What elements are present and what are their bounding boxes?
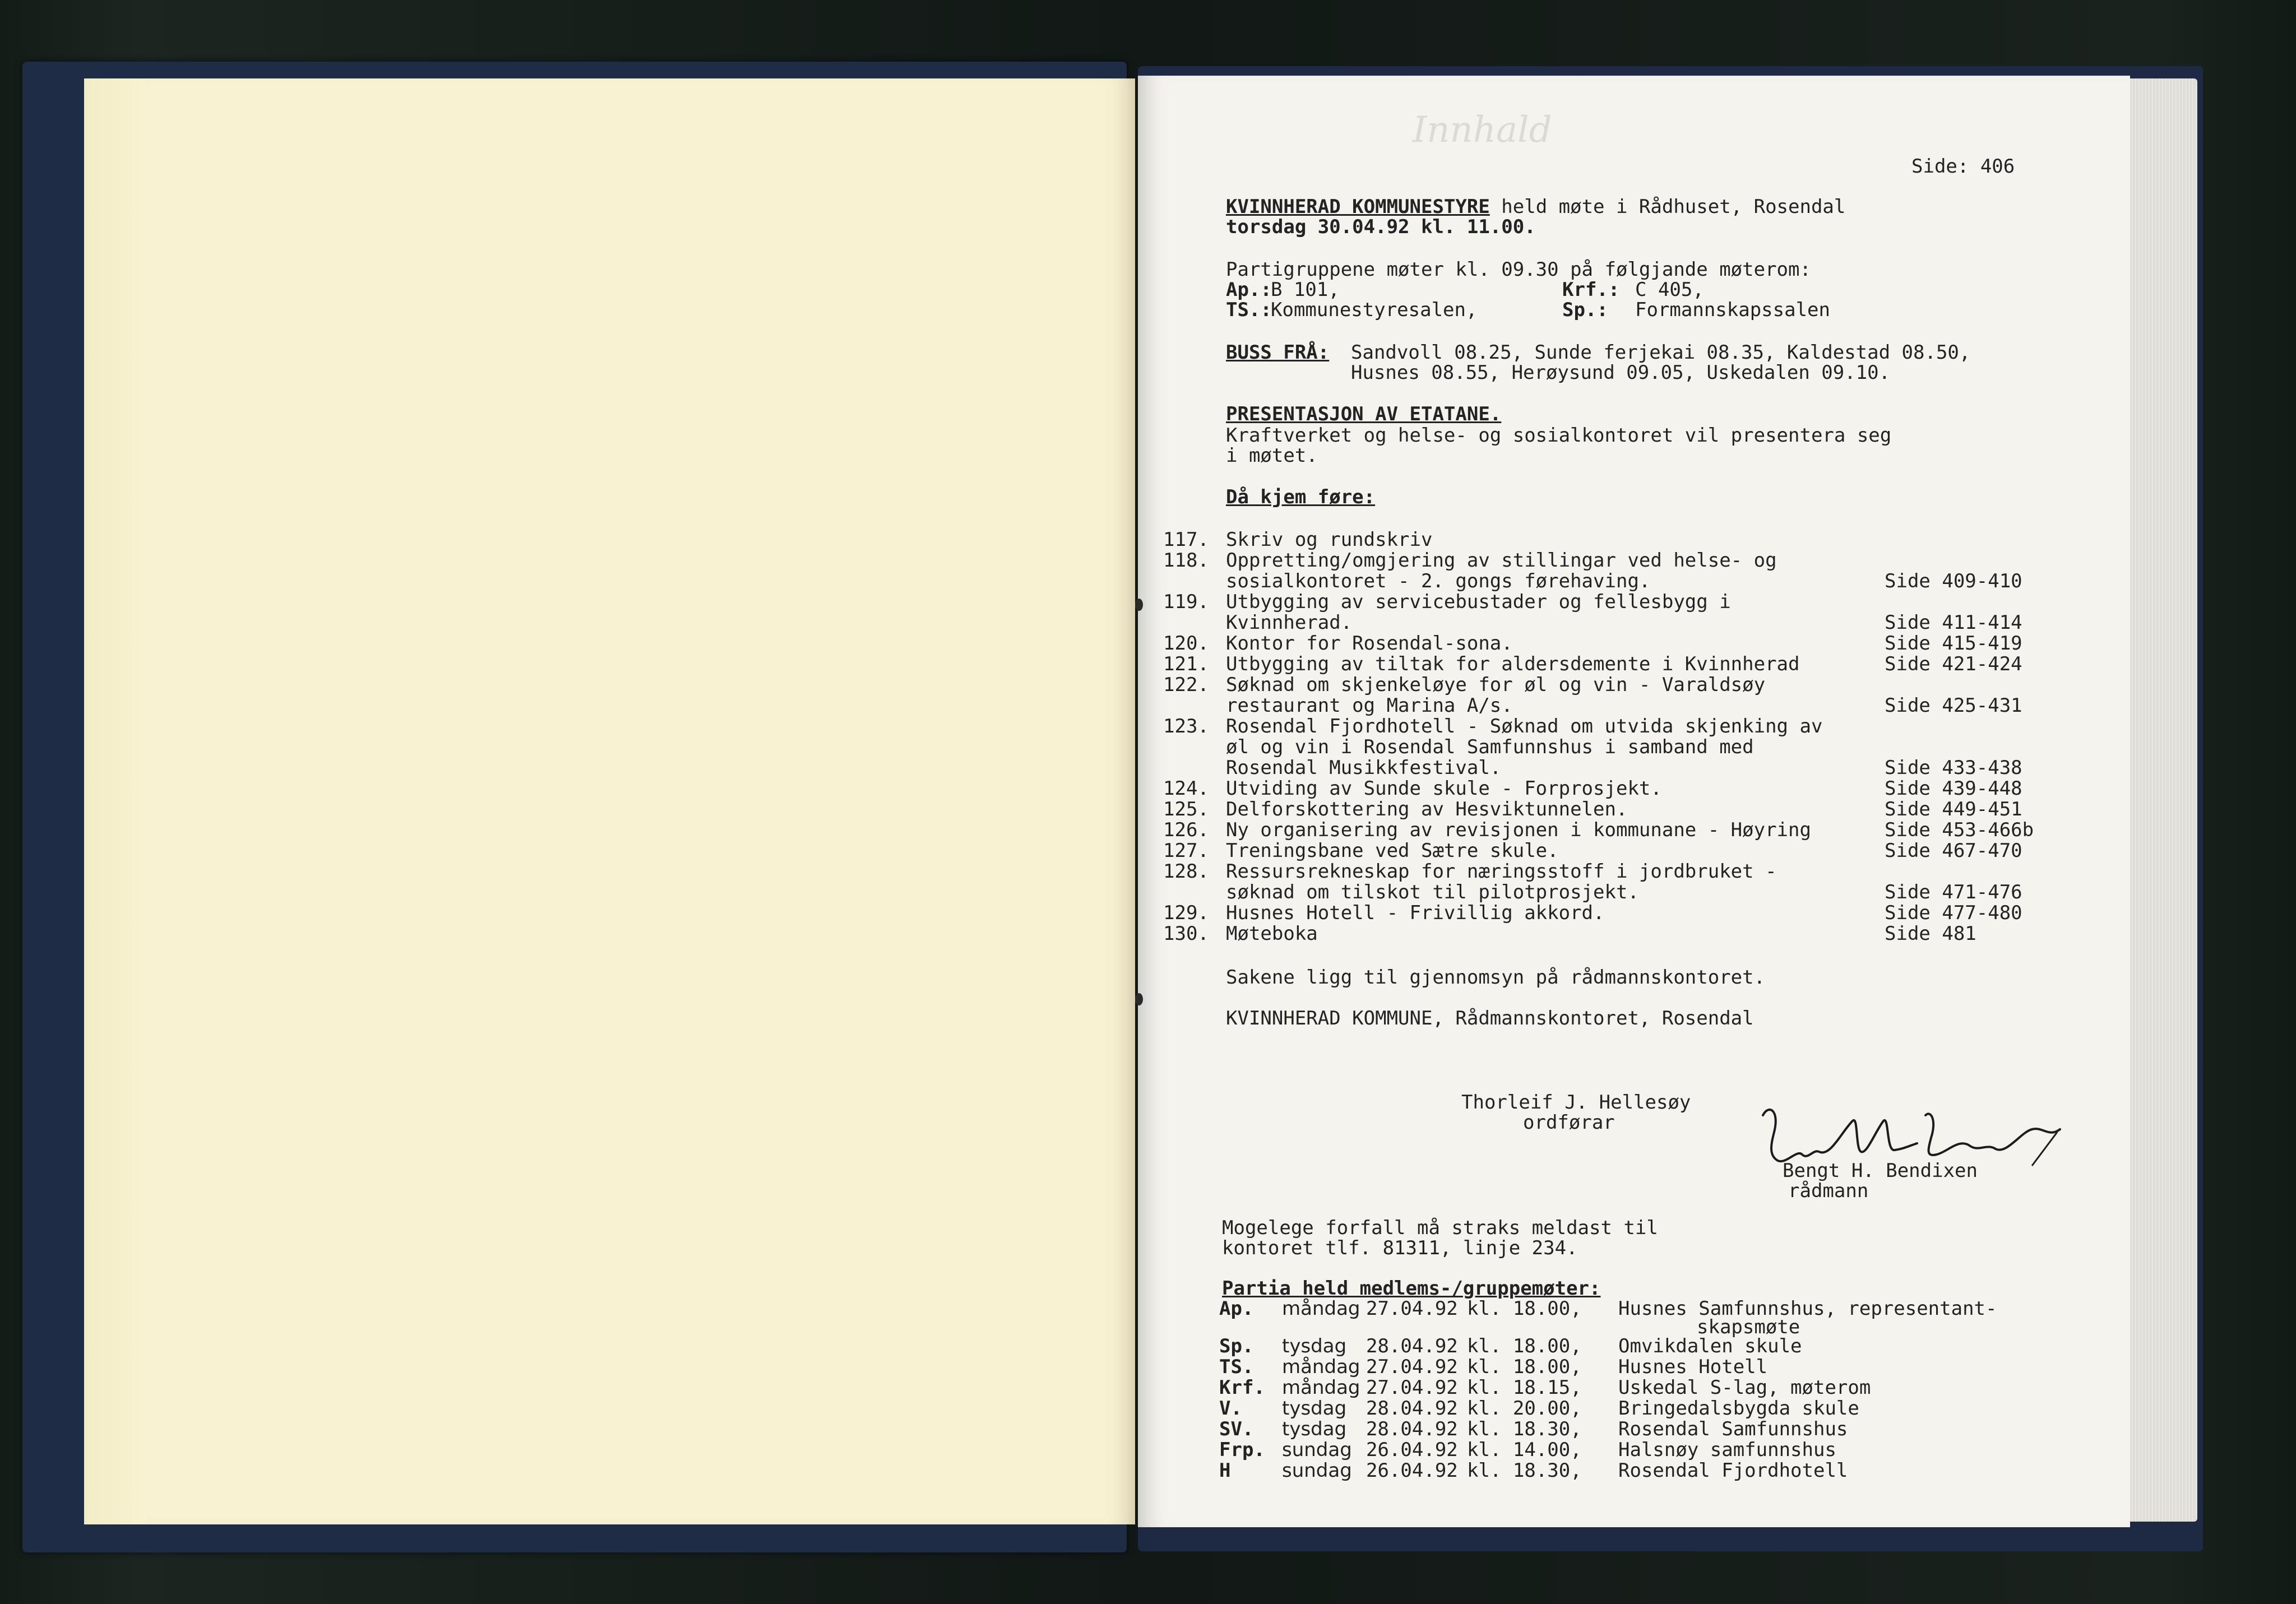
agenda-item-text: Rosendal Fjordhotell - Søknad om utvida skjenking av xyxy=(1226,715,1823,738)
presentation-line2: i møtet. xyxy=(1226,444,1318,467)
agenda-item-page-ref: Side 471-476 xyxy=(1885,881,2022,903)
agenda-item-text: Rosendal Musikkfestival. xyxy=(1226,757,1502,779)
agenda-item-page-ref: Side 421-424 xyxy=(1885,653,2022,675)
agenda-item-text: Treningsbane ved Sætre skule. xyxy=(1226,840,1559,862)
agenda-item-text: Ressursrekneskap for næringsstoff i jordbruket - xyxy=(1226,860,1777,883)
bus-line2: Husnes 08.55, Herøysund 09.05, Uskedalen 09.10. xyxy=(1351,361,1891,384)
agenda-item-number: 123. xyxy=(1163,715,1209,738)
agenda-item-text: Kvinnherad. xyxy=(1226,611,1353,634)
agenda-item-number: 124. xyxy=(1163,777,1209,800)
meeting-party: SV. xyxy=(1219,1418,1254,1440)
meeting-day: sundag xyxy=(1282,1439,1352,1461)
agenda-item-number: 127. xyxy=(1163,840,1209,862)
bus-line1: Sandvoll 08.25, Sunde ferjekai 08.35, Kaldestad 08.50, xyxy=(1351,341,1971,364)
meeting-place-continued: skapsmøte xyxy=(1697,1316,1800,1338)
meeting-day: tysdag xyxy=(1282,1397,1347,1420)
agenda-item-page-ref: Side 411-414 xyxy=(1885,611,2022,634)
meeting-date: 28.04.92 xyxy=(1366,1418,1458,1440)
agenda-item-text: sosialkontoret - 2. gongs førehaving. xyxy=(1226,570,1651,592)
room-party-label: Ap.: xyxy=(1226,279,1272,301)
absence-line1: Mogelege forfall må straks meldast til xyxy=(1222,1217,1658,1239)
room-party-label: Krf.: xyxy=(1562,279,1620,301)
agenda-item-number: 130. xyxy=(1163,922,1209,945)
agenda-item-text: Utbygging av servicebustader og fellesbygg i xyxy=(1226,591,1731,613)
meeting-time: kl. 18.30, xyxy=(1467,1459,1582,1482)
agenda-item-text: Ny organisering av revisjonen i kommunane - Høyring xyxy=(1226,819,1811,841)
agenda-item-page-ref: Side 439-448 xyxy=(1885,777,2022,800)
meeting-day: måndag xyxy=(1282,1297,1360,1320)
meeting-intro-line1: KVINNHERAD KOMMUNESTYRE held møte i Rådhuset, Rosendal xyxy=(1226,196,1846,218)
agenda-item-text: Skriv og rundskriv xyxy=(1226,529,1433,551)
agenda-item-text: Husnes Hotell - Frivillig akkord. xyxy=(1226,902,1605,924)
agenda-item-page-ref: Side 453-466b xyxy=(1885,819,2034,841)
office-line: KVINNHERAD KOMMUNE, Rådmannskontoret, Rosendal xyxy=(1226,1007,1754,1030)
party-rooms-intro: Partigruppene møter kl. 09.30 på følgjande møterom: xyxy=(1226,258,1811,281)
room-party-label: TS.: xyxy=(1226,299,1272,321)
meeting-party: TS. xyxy=(1219,1356,1254,1378)
mayor-title: ordførar xyxy=(1523,1111,1615,1134)
meeting-time: kl. 18.15, xyxy=(1467,1376,1582,1399)
meeting-place: Uskedal S-lag, møterom xyxy=(1618,1376,1871,1399)
meeting-date: 27.04.92 xyxy=(1366,1356,1458,1378)
room-value: B 101, xyxy=(1271,279,1340,301)
agenda-item-page-ref: Side 481 xyxy=(1885,922,1976,945)
agenda-item-text: Utbygging av tiltak for aldersdemente i Kvinnherad xyxy=(1226,653,1800,675)
agenda-item-page-ref: Side 477-480 xyxy=(1885,902,2022,924)
page-number: Side: 406 xyxy=(1911,155,2015,178)
meeting-time: kl. 18.00, xyxy=(1467,1356,1582,1378)
blank-left-page xyxy=(84,78,1135,1524)
agenda-item-text: Delforskottering av Hesviktunnelen. xyxy=(1226,798,1628,820)
meeting-day: måndag xyxy=(1282,1376,1360,1399)
meeting-date: 28.04.92 xyxy=(1366,1335,1458,1357)
meeting-date: 27.04.92 xyxy=(1366,1376,1458,1399)
meeting-place: Bringedalsbygda skule xyxy=(1618,1397,1859,1420)
absence-line2: kontoret tlf. 81311, linje 234. xyxy=(1222,1237,1578,1259)
agenda-item-number: 120. xyxy=(1163,632,1209,655)
room-value: Kommunestyresalen, xyxy=(1271,299,1478,321)
documents-note: Sakene ligg til gjennomsyn på rådmannskontoret. xyxy=(1226,966,1766,989)
agenda-item-number: 126. xyxy=(1163,819,1209,841)
binding-hole xyxy=(1135,599,1143,611)
meeting-time: kl. 18.00, xyxy=(1467,1335,1582,1357)
meeting-place: Rosendal Samfunnshus xyxy=(1618,1418,1848,1440)
agenda-item-number: 122. xyxy=(1163,674,1209,696)
agenda-item-page-ref: Side 415-419 xyxy=(1885,632,2022,655)
agenda-item-page-ref: Side 433-438 xyxy=(1885,757,2022,779)
meeting-party: Ap. xyxy=(1219,1297,1254,1320)
agenda-item-number: 129. xyxy=(1163,902,1209,924)
meeting-time: kl. 18.30, xyxy=(1467,1418,1582,1440)
presentation-heading: PRESENTASJON AV ETATANE. xyxy=(1226,403,1502,425)
agenda-item-text: søknad om tilskot til pilotprosjekt. xyxy=(1226,881,1639,903)
page-stack-edge xyxy=(2130,78,2197,1522)
agenda-item-text: Møteboka xyxy=(1226,922,1318,945)
agenda-item-number: 125. xyxy=(1163,798,1209,820)
agenda-item-text: Utviding av Sunde skule - Forprosjekt. xyxy=(1226,777,1662,800)
council-name: KVINNHERAD KOMMUNESTYRE xyxy=(1226,196,1490,218)
meeting-time: kl. 18.00, xyxy=(1467,1297,1582,1320)
meeting-intro-line2: torsdag 30.04.92 kl. 11.00. xyxy=(1226,216,1536,238)
binding-hole xyxy=(1135,993,1143,1005)
agenda-item-page-ref: Side 425-431 xyxy=(1885,694,2022,717)
meeting-day: tysdag xyxy=(1282,1335,1347,1357)
agenda-heading: Då kjem føre: xyxy=(1226,486,1376,508)
group-meetings-heading: Partia held medlems-/gruppemøter: xyxy=(1222,1277,1601,1300)
meeting-date: 27.04.92 xyxy=(1366,1297,1458,1320)
agenda-item-number: 119. xyxy=(1163,591,1209,613)
agenda-item-text: øl og vin i Rosendal Samfunnshus i samband med xyxy=(1226,736,1754,758)
meeting-party: H xyxy=(1219,1459,1231,1482)
agenda-item-number: 121. xyxy=(1163,653,1209,675)
meeting-day: sundag xyxy=(1282,1459,1352,1482)
agenda-item-text: Oppretting/omgjering av stillingar ved helse- og xyxy=(1226,549,1777,572)
meeting-place: Husnes Hotell xyxy=(1618,1356,1768,1378)
meeting-party: Krf. xyxy=(1219,1376,1265,1399)
meeting-place: Halsnøy samfunnshus xyxy=(1618,1439,1836,1461)
meeting-date: 26.04.92 xyxy=(1366,1439,1458,1461)
meeting-place: Omvikdalen skule xyxy=(1618,1335,1802,1357)
meeting-place: Rosendal Fjordhotell xyxy=(1618,1459,1848,1482)
agenda-item-text: Kontor for Rosendal-sona. xyxy=(1226,632,1513,655)
agenda-item-text: restaurant og Marina A/s. xyxy=(1226,694,1513,717)
room-value: Formannskapssalen xyxy=(1635,299,1830,321)
room-value: C 405, xyxy=(1635,279,1704,301)
bus-label: BUSS FRÅ: xyxy=(1226,341,1330,364)
agenda-item-text: Søknad om skjenkeløye for øl og vin - Varaldsøy xyxy=(1226,674,1766,696)
agenda-item-page-ref: Side 409-410 xyxy=(1885,570,2022,592)
meeting-place: Husnes Samfunnshus, representant- xyxy=(1618,1297,1997,1320)
agenda-item-page-ref: Side 467-470 xyxy=(1885,840,2022,862)
meeting-day: tysdag xyxy=(1282,1418,1347,1440)
meeting-time: kl. 14.00, xyxy=(1467,1439,1582,1461)
meeting-day: måndag xyxy=(1282,1356,1360,1378)
agenda-item-number: 117. xyxy=(1163,529,1209,551)
room-party-label: Sp.: xyxy=(1562,299,1608,321)
faded-heading: Innhald xyxy=(1413,109,1552,151)
admin-title: rådmann xyxy=(1788,1180,1869,1202)
presentation-line1: Kraftverket og helse- og sosialkontoret vil presentera seg xyxy=(1226,424,1892,447)
admin-name: Bengt H. Bendixen xyxy=(1783,1160,1978,1182)
meeting-party: V. xyxy=(1219,1397,1242,1420)
mayor-name: Thorleif J. Hellesøy xyxy=(1461,1091,1691,1114)
meeting-party: Frp. xyxy=(1219,1439,1265,1461)
meeting-party: Sp. xyxy=(1219,1335,1254,1357)
meeting-date: 28.04.92 xyxy=(1366,1397,1458,1420)
meeting-date: 26.04.92 xyxy=(1366,1459,1458,1482)
meeting-time: kl. 20.00, xyxy=(1467,1397,1582,1420)
agenda-item-page-ref: Side 449-451 xyxy=(1885,798,2022,820)
agenda-item-number: 128. xyxy=(1163,860,1209,883)
agenda-item-number: 118. xyxy=(1163,549,1209,572)
